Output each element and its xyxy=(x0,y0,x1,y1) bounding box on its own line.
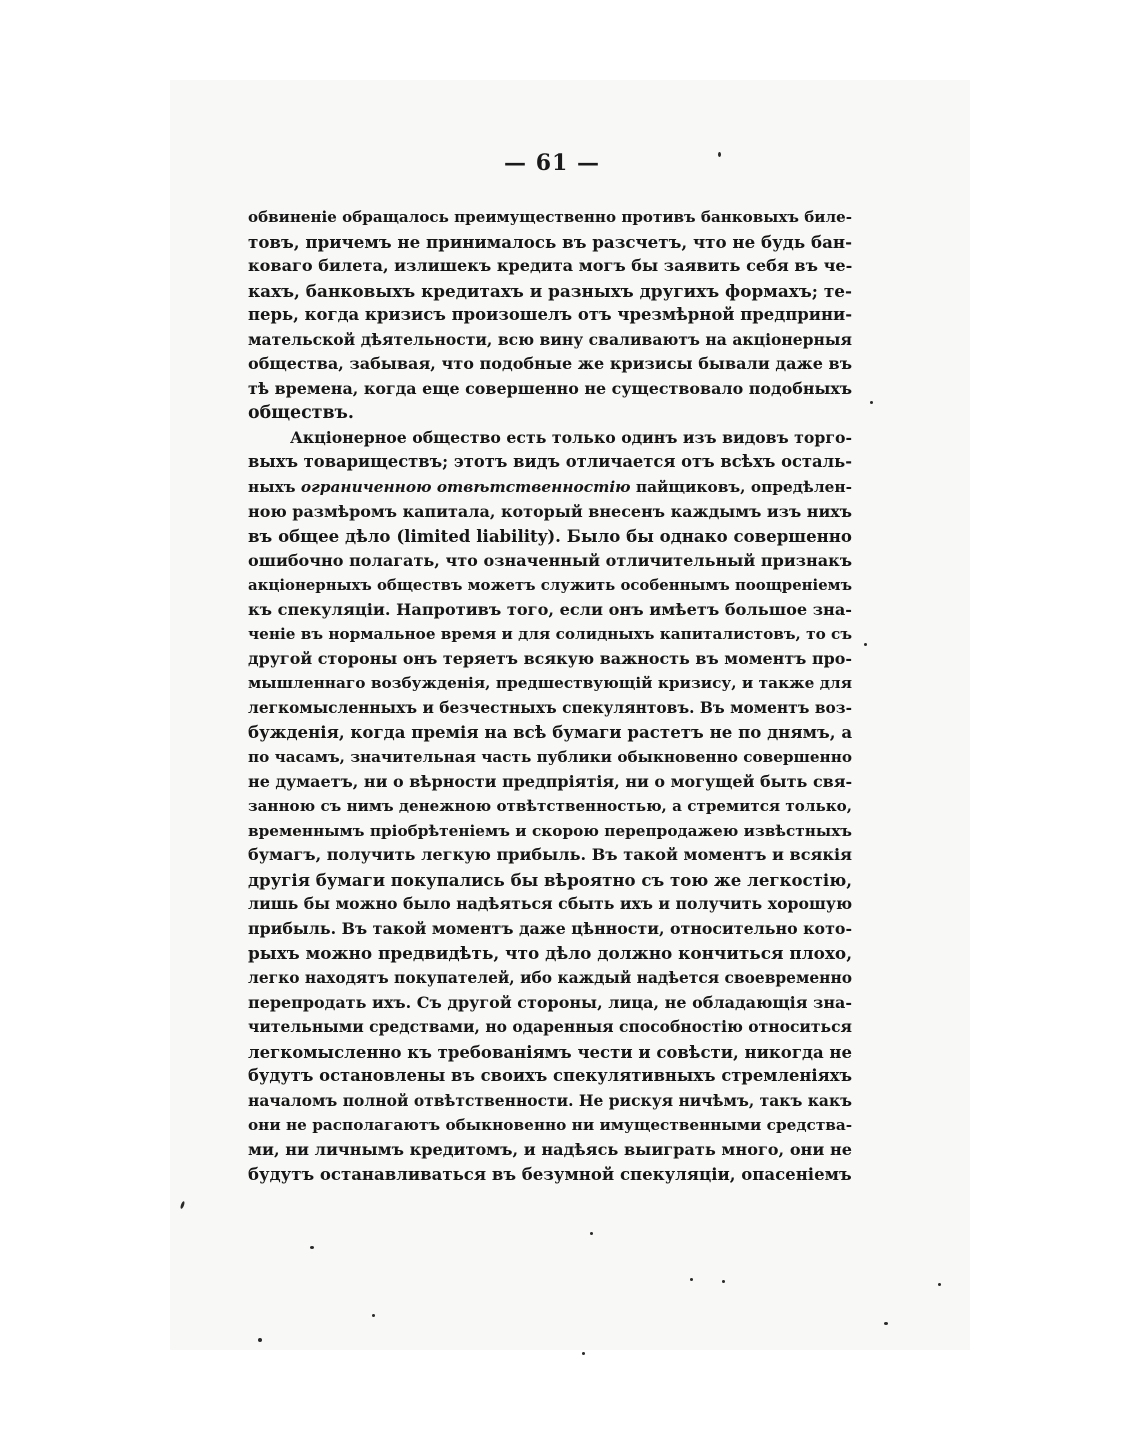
scan-speck xyxy=(870,401,873,404)
text-line: ошибочно полагать, что означенный отличительный признакъ xyxy=(248,550,852,570)
text-line: чительными средствами, но одаренныя способностію относиться xyxy=(248,1017,852,1037)
text-line: будутъ останавливаться въ безумной спекуляціи, опасеніемъ xyxy=(248,1164,852,1185)
text-line: къ спекуляціи. Напротивъ того, если онъ имѣетъ большое зна- xyxy=(248,599,852,619)
text-line: другой стороны онъ теряетъ всякую важность въ моментъ про- xyxy=(248,648,852,668)
text-line: общества, забывая, что подобные же кризисы бывали даже въ xyxy=(248,354,852,374)
text-line xyxy=(248,475,852,500)
text-line: перь, когда кризисъ произошелъ отъ чрезмѣрной предприни- xyxy=(248,305,852,325)
scan-speck xyxy=(722,1280,725,1283)
scan-speck xyxy=(938,1283,941,1286)
text-line: выхъ товариществъ; этотъ видъ отличается отъ всѣхъ осталь- xyxy=(248,452,852,472)
text-line: тѣ времена, когда еще совершенно не существовало подобныхъ xyxy=(248,378,852,398)
text-line: прибыль. Въ такой моментъ даже цѣнности, относительно кото- xyxy=(248,918,852,938)
text-line: временнымъ пріобрѣтеніемъ и скорою перепродажею извѣстныхъ xyxy=(248,821,852,840)
text-fragment: пайщиковъ, опредѣлен- xyxy=(630,478,852,497)
text-line: рыхъ можно предвидѣть, что дѣло должно кончиться плохо, xyxy=(248,943,852,964)
text-line: коваго билета, излишекъ кредита могъ бы заявить себя въ че- xyxy=(248,256,852,276)
text-line: будутъ остановлены въ своихъ спекулятивныхъ стремленіяхъ xyxy=(248,1066,852,1086)
text-line: по часамъ, значительная часть публики обыкновенно совершенно xyxy=(248,748,852,767)
scan-speck xyxy=(690,1278,693,1281)
text-line: легкомысленныхъ и безчестныхъ спекулянтовъ. Въ моментъ воз- xyxy=(248,698,852,717)
text-line: Акціонерное общество есть только одинъ изъ видовъ торго- xyxy=(290,427,852,447)
text-line: ченіе въ нормальное время и для солидныхъ капиталистовъ, то съ xyxy=(248,625,852,644)
text-line: занною съ нимъ денежною отвѣтственностью, а стремится только, xyxy=(248,797,852,816)
scan-speck xyxy=(258,1338,262,1342)
text-line: лишь бы можно было надѣяться сбыть ихъ и получить хорошую xyxy=(248,894,852,914)
text-line: ною размѣромъ капитала, который внесенъ каждымъ изъ нихъ xyxy=(248,501,852,521)
scan-speck xyxy=(582,1352,585,1355)
text-line: другія бумаги покупались бы вѣроятно съ тою же легкостію, xyxy=(248,869,852,890)
text-line: они не располагаютъ обыкновенно ни имущественными средства- xyxy=(248,1116,852,1135)
emphasized-text: ограниченною отвѣтственностію xyxy=(300,478,631,497)
scan-speck xyxy=(372,1314,375,1317)
text-line: бужденія, когда премія на всѣ бумаги растетъ не по днямъ, а xyxy=(248,722,852,743)
text-line: легко находятъ покупателей, ибо каждый надѣется своевременно xyxy=(248,968,852,987)
scan-speck xyxy=(718,152,721,157)
text-line: кахъ, банковыхъ кредитахъ и разныхъ другихъ формахъ; те- xyxy=(248,280,852,301)
text-line: бумагъ, получить легкую прибыль. Въ такой моментъ и всякія xyxy=(248,845,852,865)
text-line: ми, ни личнымъ кредитомъ, и надѣясь выиграть много, они не xyxy=(248,1139,852,1159)
text-line: перепродать ихъ. Съ другой стороны, лица, не обладающія зна- xyxy=(248,992,852,1012)
text-line: обвиненіе обращалось преимущественно противъ банковыхъ биле- xyxy=(248,208,852,226)
scan-speck xyxy=(590,1232,593,1235)
text-line: въ общее дѣло (limited liability). Было бы однако совершенно xyxy=(248,526,852,547)
text-line: акціонерныхъ обществъ можетъ служить особеннымъ поощреніемъ xyxy=(248,576,852,595)
text-line: не думаетъ, ни о вѣрности предпріятія, ни о могущей быть свя- xyxy=(248,771,852,791)
scan-speck xyxy=(884,1322,888,1325)
text-line: обществъ. xyxy=(248,403,354,424)
body-text xyxy=(248,205,852,1187)
text-line: началомъ полной отвѣтственности. Не рискуя ничѣмъ, такъ какъ xyxy=(248,1090,852,1110)
text-line: товъ, причемъ не принималось въ разсчетъ, что не будь бан- xyxy=(248,231,852,252)
page-number: — 61 — xyxy=(504,150,600,176)
text-line: легкомысленно къ требованіямъ чести и совѣсти, никогда не xyxy=(248,1041,852,1062)
text-line: мательской дѣятельности, всю вину сваливаютъ на акціонерныя xyxy=(248,329,852,349)
text-line: мышленнаго возбужденія, предшествующій кризису, и также для xyxy=(248,674,852,693)
text-fragment: ныхъ xyxy=(248,478,301,497)
scan-speck xyxy=(310,1246,314,1249)
scan-speck xyxy=(864,643,867,646)
